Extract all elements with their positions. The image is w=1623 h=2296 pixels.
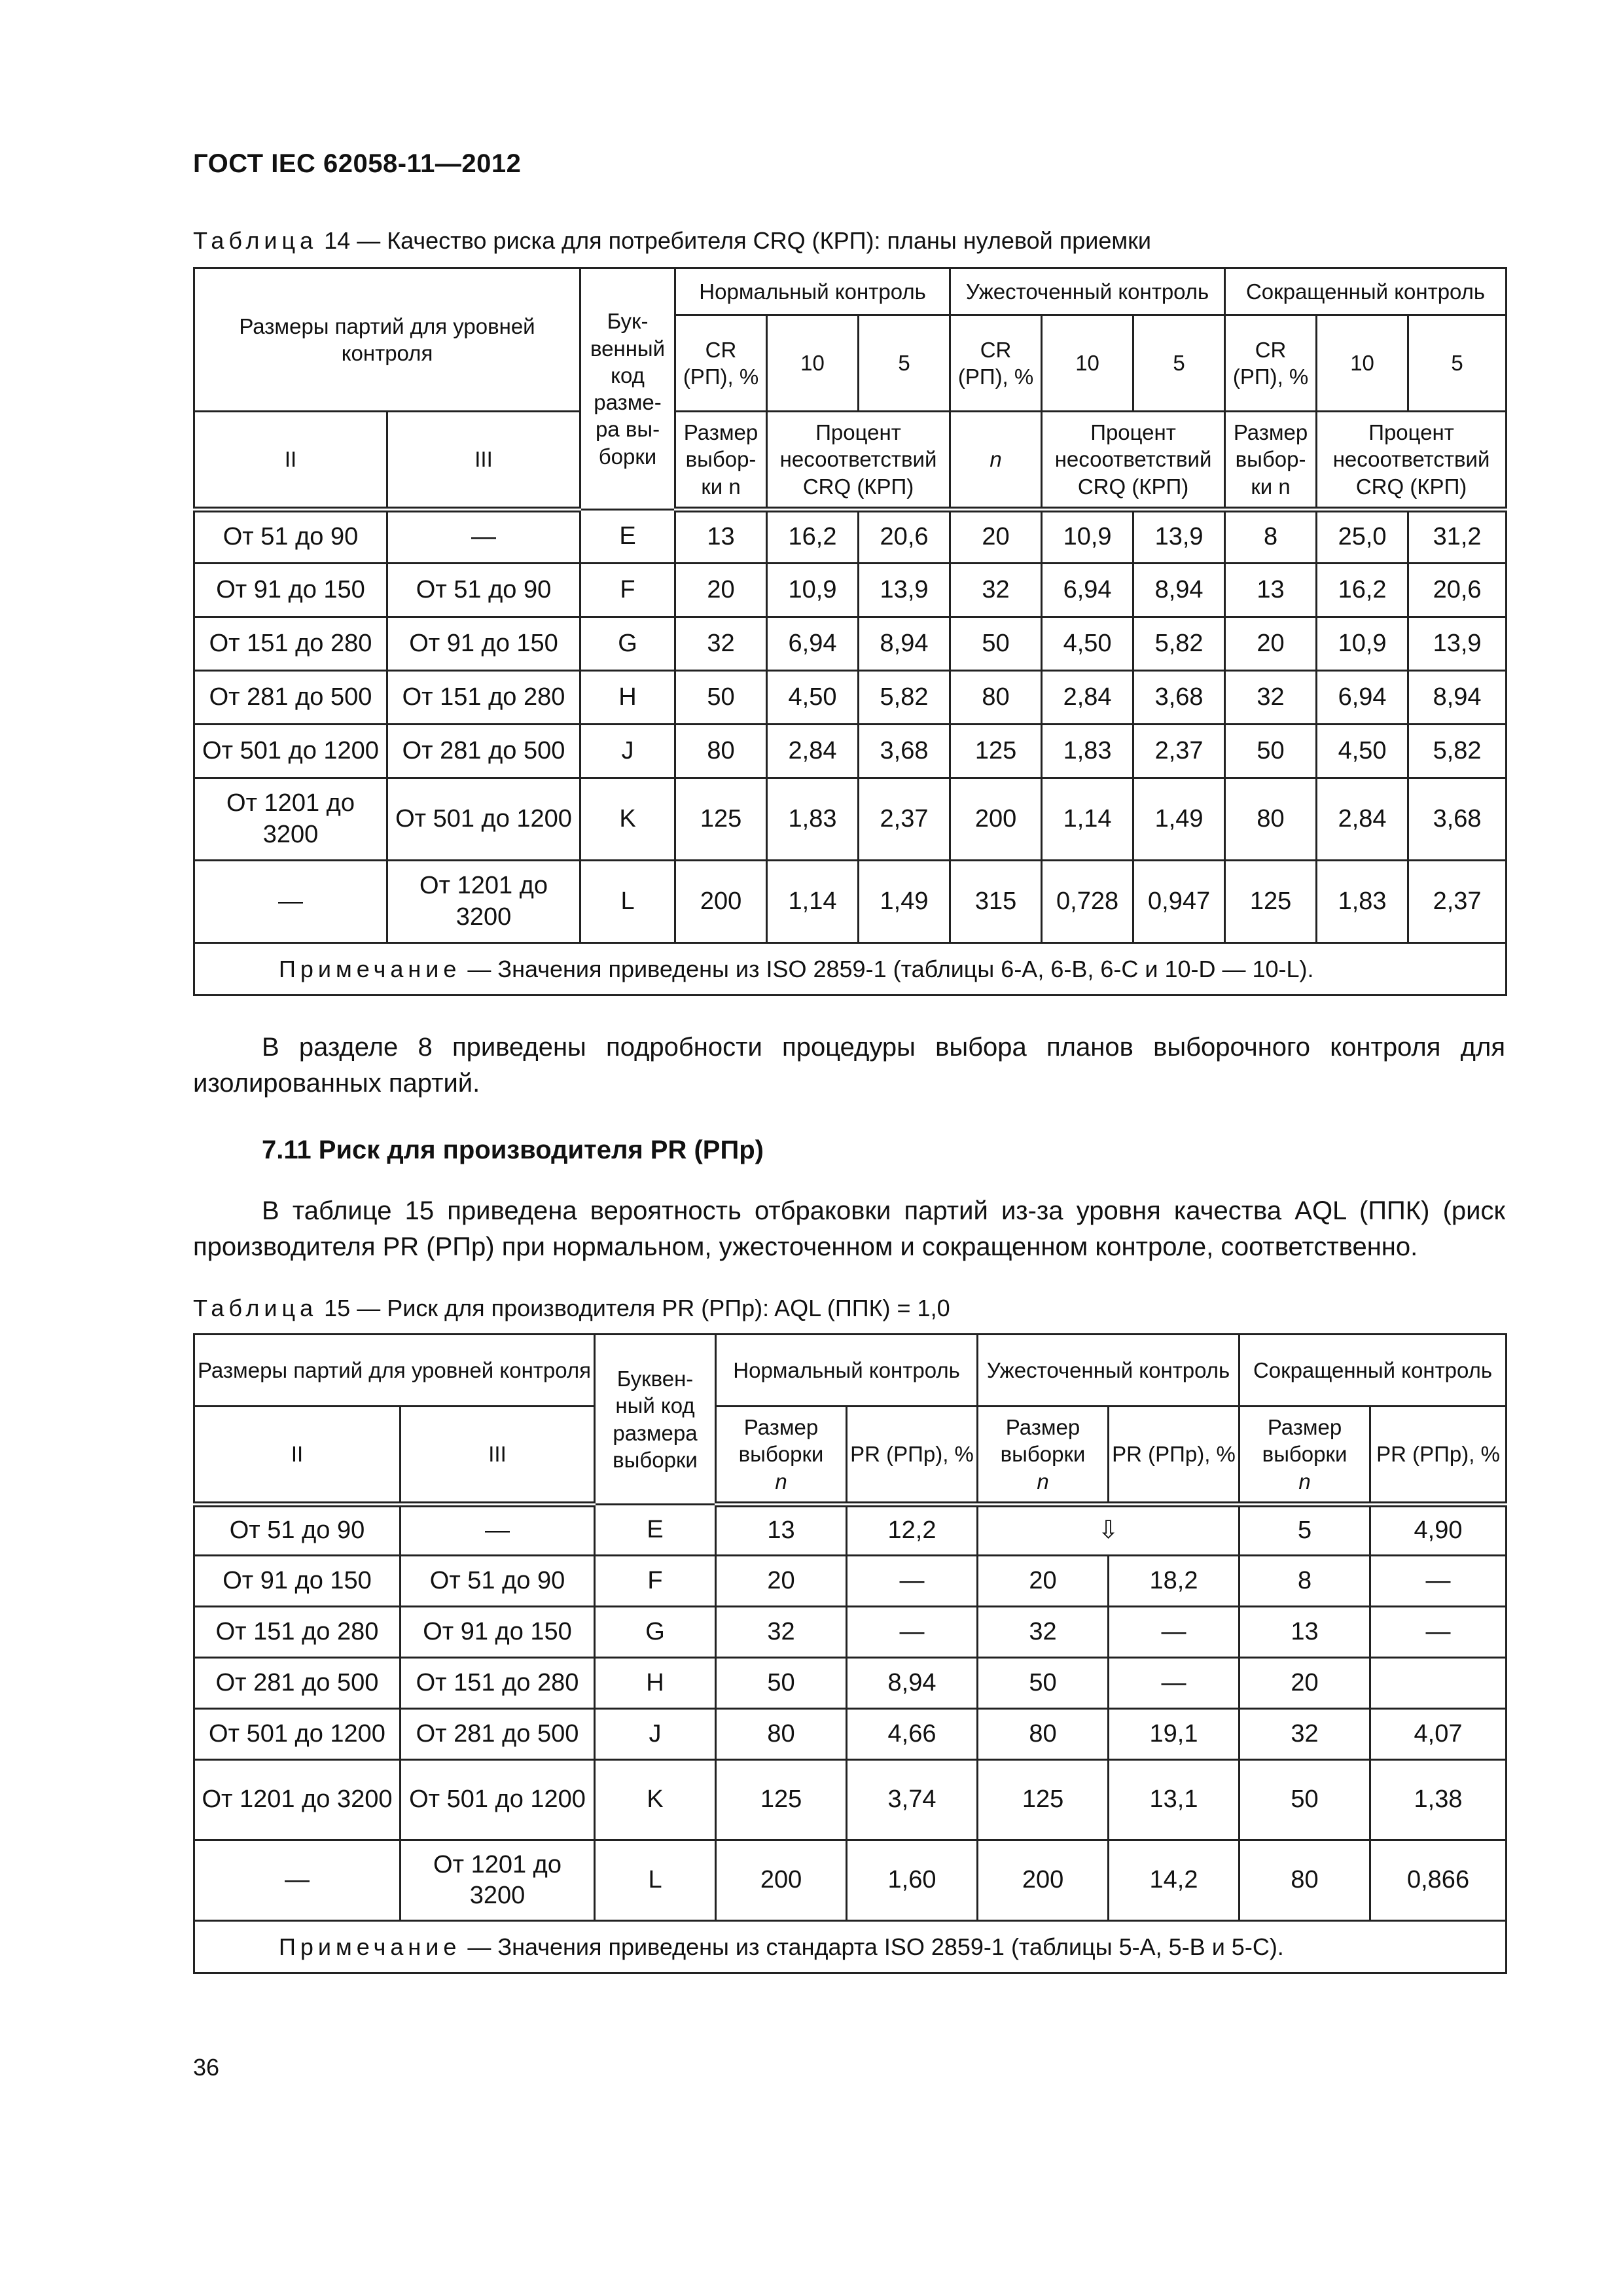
table-cell: 1,49 [1133, 778, 1225, 861]
table-cell: 4,66 [847, 1709, 978, 1760]
t15-header-sample-n: n [775, 1469, 787, 1494]
document-header: ГОСТ IEC 62058-11—2012 [193, 149, 522, 178]
table-cell: 20 [1240, 1658, 1370, 1709]
table-row [194, 564, 1507, 617]
table-cell: H [580, 671, 675, 725]
t15-header-reduced: Сокращенный контроль [1240, 1335, 1507, 1407]
table-cell: От 281 до 500 [387, 725, 580, 778]
table-cell: От 281 до 500 [194, 671, 387, 725]
table-cell: 13 [716, 1505, 847, 1556]
table-cell: 1,83 [767, 778, 859, 861]
table-cell: 20 [1225, 617, 1317, 671]
table-cell: От 281 до 500 [194, 1658, 401, 1709]
table-cell: От 501 до 1200 [387, 778, 580, 861]
table-cell: — [387, 510, 580, 564]
table-cell [1370, 1658, 1507, 1709]
t14-header-5: 5 [859, 315, 950, 412]
table-cell: 50 [716, 1658, 847, 1709]
t15-header-normal: Нормальный контроль [716, 1335, 978, 1407]
table-cell: 1,38 [1370, 1760, 1507, 1840]
t15-note [194, 1921, 1507, 1973]
table-cell: 80 [675, 725, 767, 778]
t15-header-sample [716, 1407, 847, 1505]
table-cell: 125 [1225, 861, 1317, 943]
table-cell: 5,82 [1133, 617, 1225, 671]
t14-note [194, 943, 1507, 996]
table-cell: 4,50 [767, 671, 859, 725]
table-cell: 2,37 [859, 778, 950, 861]
table14-caption-text: 14 — Качество риска для потребителя CRQ (КРП): планы нулевой приемки [317, 227, 1151, 254]
table-cell: От 1201 до 3200 [194, 1760, 401, 1840]
table-row [194, 1840, 1507, 1921]
paragraph-text: В разделе 8 приведены подробности процедуры выбора планов выборочного контроля для изолированных партий. [193, 1033, 1505, 1098]
t15-header-pr: PR (РПр), % [1370, 1407, 1507, 1505]
table-cell: От 151 до 280 [194, 617, 387, 671]
t15-note-label: Примечание [279, 1933, 461, 1960]
table-cell: 1,49 [859, 861, 950, 943]
table-row [194, 617, 1507, 671]
table-cell: 20 [978, 1556, 1109, 1607]
table-cell: 2,37 [1408, 861, 1507, 943]
table-cell: F [595, 1556, 716, 1607]
table-cell: — [401, 1505, 595, 1556]
table-cell: 4,07 [1370, 1709, 1507, 1760]
table-cell: От 51 до 90 [387, 564, 580, 617]
table-row [194, 1760, 1507, 1840]
t15-header-sample [978, 1407, 1109, 1505]
table-cell: 2,84 [767, 725, 859, 778]
table-cell: 20 [716, 1556, 847, 1607]
page-number: 36 [193, 2054, 220, 2081]
table-cell: 6,94 [767, 617, 859, 671]
t15-header-level-ii: II [194, 1407, 401, 1505]
table-row [194, 861, 1507, 943]
t14-header-sample-n: Размер выбор-ки n [1225, 412, 1317, 510]
table-cell: 5 [1240, 1505, 1370, 1556]
table-cell: 3,68 [1408, 778, 1507, 861]
t14-header-n: n [950, 412, 1042, 510]
table-cell: 0,728 [1042, 861, 1133, 943]
table-cell: 32 [978, 1607, 1109, 1658]
t14-header-percent: Процент несоответствий CRQ (КРП) [767, 412, 950, 510]
table-cell: 32 [950, 564, 1042, 617]
t14-header-cr: CR (РП), % [675, 315, 767, 412]
table-row [194, 1556, 1507, 1607]
table-cell: От 501 до 1200 [401, 1760, 595, 1840]
table-cell: 4,90 [1370, 1505, 1507, 1556]
t14-header-normal: Нормальный контроль [675, 268, 950, 315]
table-row [194, 1709, 1507, 1760]
table-cell: 13 [1240, 1607, 1370, 1658]
table-cell: K [595, 1760, 716, 1840]
table-cell: 125 [950, 725, 1042, 778]
table-cell: От 91 до 150 [194, 564, 387, 617]
table-cell: От 91 до 150 [194, 1556, 401, 1607]
table-cell: 32 [675, 617, 767, 671]
table-cell: 13 [1225, 564, 1317, 617]
table-cell: — [1370, 1607, 1507, 1658]
t15-header-sample-label: Размер выборки [1262, 1415, 1347, 1467]
table-cell: K [580, 778, 675, 861]
paragraph-producer-risk [193, 1193, 1505, 1265]
table-cell: G [580, 617, 675, 671]
table-cell: 20 [675, 564, 767, 617]
table-cell: От 1201 до 3200 [194, 778, 387, 861]
table-cell: 13,9 [1133, 510, 1225, 564]
table15-caption-label: Таблица [193, 1295, 318, 1321]
down-arrow-icon: ⇩ [978, 1505, 1240, 1556]
t14-header-percent: Процент несоответствий CRQ (КРП) [1317, 412, 1507, 510]
table-cell: E [580, 510, 675, 564]
table-cell: 2,84 [1317, 778, 1408, 861]
table-cell: 5,82 [859, 671, 950, 725]
table-cell: От 501 до 1200 [194, 1709, 401, 1760]
table-cell: 8,94 [1133, 564, 1225, 617]
table-cell: — [847, 1556, 978, 1607]
table-cell: L [595, 1840, 716, 1921]
t15-header-sample-label: Размер выборки [1000, 1415, 1086, 1467]
table-cell: 32 [716, 1607, 847, 1658]
table-cell: 14,2 [1109, 1840, 1240, 1921]
table-cell: От 501 до 1200 [194, 725, 387, 778]
t15-header-tightened: Ужесточенный контроль [978, 1335, 1240, 1407]
table-cell: 200 [675, 861, 767, 943]
table-cell: 18,2 [1109, 1556, 1240, 1607]
table-cell: 80 [978, 1709, 1109, 1760]
table-cell: 20 [950, 510, 1042, 564]
table-cell: 1,83 [1317, 861, 1408, 943]
table-cell: 8,94 [859, 617, 950, 671]
table-cell: G [595, 1607, 716, 1658]
table-cell: 6,94 [1042, 564, 1133, 617]
table-cell: — [194, 861, 387, 943]
table-cell: 125 [675, 778, 767, 861]
table15-caption [193, 1295, 950, 1322]
paragraph-text: В таблице 15 приведена вероятность отбраковки партий из-за уровня качества AQL (ППК) (риск производителя PR (РПр) при нормальном, ужесточенном и сокращенном контроле, соответственно. [193, 1196, 1505, 1261]
table-cell: H [595, 1658, 716, 1709]
table-cell: 200 [950, 778, 1042, 861]
t15-header-level-iii: III [401, 1407, 595, 1505]
table-cell: 80 [716, 1709, 847, 1760]
table-cell: 20,6 [1408, 564, 1507, 617]
t14-header-10: 10 [1042, 315, 1133, 412]
t14-header-tightened: Ужесточенный контроль [950, 268, 1225, 315]
table-cell: 50 [1240, 1760, 1370, 1840]
table-cell: 1,14 [1042, 778, 1133, 861]
t14-header-sample-n: Размер выбор-ки n [675, 412, 767, 510]
t15-header-sample-label: Размер выборки [738, 1415, 824, 1467]
section-title: 7.11 Риск для производителя PR (РПр) [262, 1136, 764, 1164]
table-cell: От 91 до 150 [387, 617, 580, 671]
table-cell: 0,947 [1133, 861, 1225, 943]
t14-note-label: Примечание [279, 956, 461, 982]
table-cell: L [580, 861, 675, 943]
table-cell: J [580, 725, 675, 778]
table-cell: 125 [978, 1760, 1109, 1840]
table-cell: 8,94 [1408, 671, 1507, 725]
table-cell: 3,74 [847, 1760, 978, 1840]
t15-header-sample-n: n [1037, 1469, 1049, 1494]
table-cell: 10,9 [767, 564, 859, 617]
table-cell: 1,83 [1042, 725, 1133, 778]
table-cell: 10,9 [1317, 617, 1408, 671]
table-cell: — [1109, 1607, 1240, 1658]
t15-header-sample-n: n [1298, 1469, 1311, 1494]
table-cell: 3,68 [859, 725, 950, 778]
table-cell: 32 [1240, 1709, 1370, 1760]
table-row [194, 1505, 1507, 1556]
table-cell: 13,9 [859, 564, 950, 617]
t14-note-text: — Значения приведены из ISO 2859-1 (таблицы 6-А, 6-В, 6-С и 10-D — 10-L). [461, 956, 1314, 982]
t15-note-text: — Значения приведены из стандарта ISO 2859-1 (таблицы 5-А, 5-В и 5-С). [461, 1933, 1284, 1960]
paragraph-sampling-procedure [193, 1030, 1505, 1102]
table-cell: — [847, 1607, 978, 1658]
table-cell: От 51 до 90 [194, 1505, 401, 1556]
t15-header-sample [1240, 1407, 1370, 1505]
table-cell: 200 [978, 1840, 1109, 1921]
t14-header-10: 10 [1317, 315, 1408, 412]
table-cell: 20,6 [859, 510, 950, 564]
t14-header-cr: CR (РП), % [950, 315, 1042, 412]
table-cell: 16,2 [1317, 564, 1408, 617]
table-cell: 80 [950, 671, 1042, 725]
t14-header-10: 10 [767, 315, 859, 412]
table-cell: От 1201 до 3200 [387, 861, 580, 943]
t14-header-reduced: Сокращенный контроль [1225, 268, 1507, 315]
table-cell: 125 [716, 1760, 847, 1840]
table-cell: 50 [978, 1658, 1109, 1709]
table-cell: 2,37 [1133, 725, 1225, 778]
table-cell: От 151 до 280 [387, 671, 580, 725]
table-cell: J [595, 1709, 716, 1760]
table-cell: 6,94 [1317, 671, 1408, 725]
table14-caption [193, 227, 1151, 255]
table-row [194, 1607, 1507, 1658]
table-cell: 200 [716, 1840, 847, 1921]
table-cell: 80 [1225, 778, 1317, 861]
table-cell: E [595, 1505, 716, 1556]
table-cell: 32 [1225, 671, 1317, 725]
table-row [194, 778, 1507, 861]
t15-header-lots: Размеры партий для уровней контроля [194, 1335, 595, 1407]
table-cell: 8 [1240, 1556, 1370, 1607]
table-cell: От 151 до 280 [194, 1607, 401, 1658]
table-cell: От 91 до 150 [401, 1607, 595, 1658]
table-cell: 13,9 [1408, 617, 1507, 671]
table-cell: 12,2 [847, 1505, 978, 1556]
table-cell: 8,94 [847, 1658, 978, 1709]
t14-header-5: 5 [1408, 315, 1507, 412]
table-cell: — [194, 1840, 401, 1921]
table15-caption-text: 15 — Риск для производителя PR (РПр): AQL (ППК) = 1,0 [317, 1295, 950, 1321]
table-cell: 5,82 [1408, 725, 1507, 778]
table-cell: От 151 до 280 [401, 1658, 595, 1709]
table-cell: 3,68 [1133, 671, 1225, 725]
table14-caption-label: Таблица [193, 227, 318, 254]
table-cell: 13 [675, 510, 767, 564]
t14-header-level-iii: III [387, 412, 580, 510]
table-cell: F [580, 564, 675, 617]
t15-header-code: Буквен-ный код размера выборки [595, 1335, 716, 1505]
table-cell: 4,50 [1042, 617, 1133, 671]
table-row [194, 510, 1507, 564]
table-cell: 2,84 [1042, 671, 1133, 725]
table-cell: 315 [950, 861, 1042, 943]
table-cell: — [1109, 1658, 1240, 1709]
table-cell: 25,0 [1317, 510, 1408, 564]
t14-header-cr: CR (РП), % [1225, 315, 1317, 412]
table-cell: 10,9 [1042, 510, 1133, 564]
table-cell: 50 [1225, 725, 1317, 778]
table14 [193, 267, 1507, 996]
t14-header-level-ii: II [194, 412, 387, 510]
table-cell: От 51 до 90 [194, 510, 387, 564]
table-cell: 4,50 [1317, 725, 1408, 778]
table-cell: От 1201 до 3200 [401, 1840, 595, 1921]
table-row [194, 1658, 1507, 1709]
table-row [194, 671, 1507, 725]
table-cell: От 51 до 90 [401, 1556, 595, 1607]
table-cell: 13,1 [1109, 1760, 1240, 1840]
t14-header-lots: Размеры партий для уровней контроля [194, 268, 580, 412]
t14-header-5: 5 [1133, 315, 1225, 412]
table-cell: 1,60 [847, 1840, 978, 1921]
table-cell: От 281 до 500 [401, 1709, 595, 1760]
table-cell: 1,14 [767, 861, 859, 943]
table-row [194, 725, 1507, 778]
t15-header-pr: PR (РПр), % [847, 1407, 978, 1505]
table-cell: — [1370, 1556, 1507, 1607]
table-cell: 50 [950, 617, 1042, 671]
table-cell: 31,2 [1408, 510, 1507, 564]
table-cell: 16,2 [767, 510, 859, 564]
t14-header-percent: Процент несоответствий CRQ (КРП) [1042, 412, 1225, 510]
table15 [193, 1333, 1507, 1974]
t14-header-code: Бук-венный код разме-ра вы-борки [580, 268, 675, 510]
table-cell: 19,1 [1109, 1709, 1240, 1760]
table-cell: 50 [675, 671, 767, 725]
table-cell: 80 [1240, 1840, 1370, 1921]
table-cell: 0,866 [1370, 1840, 1507, 1921]
table-cell: 8 [1225, 510, 1317, 564]
t15-header-pr: PR (РПр), % [1109, 1407, 1240, 1505]
